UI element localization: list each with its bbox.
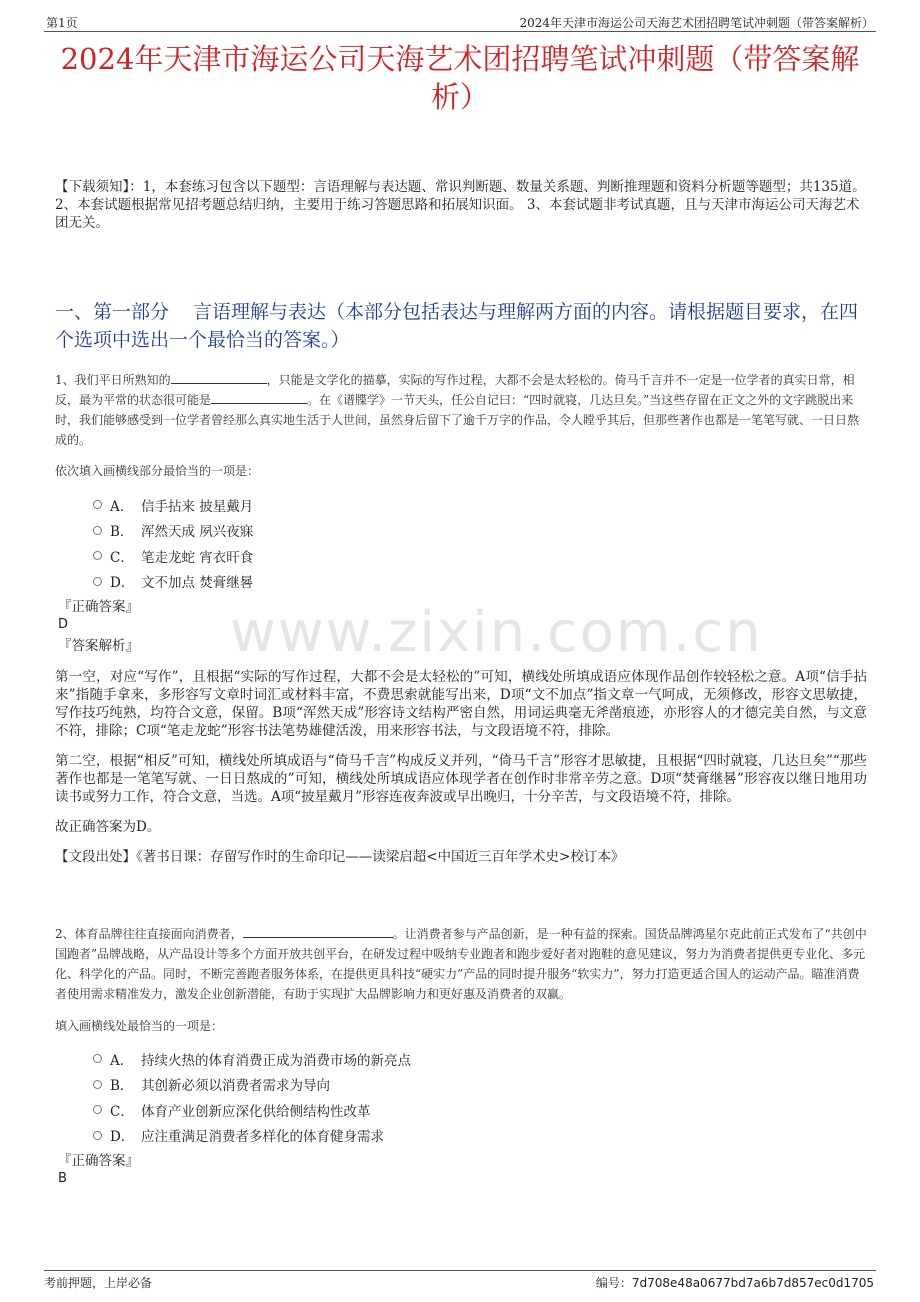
question-1-options xyxy=(93,492,253,594)
option-d[interactable]: D． 应注重满足消费者多样化的体育健身需求 xyxy=(93,1123,411,1149)
footer-notice: 考前押题，上岸必备 xyxy=(44,1276,153,1290)
analysis-paragraph: 故正确答案为D。 xyxy=(55,819,161,835)
analysis-paragraph: 第一空，对应“写作”，且根据“实际的写作过程，大都不会是太轻松的”可知，横线处所填成语应体现作品创作较轻松之意。A项“信手拈来”指随手拿来，多形容写文章时词汇或材料丰富，不费思索就能写出来，D项“文不加点”指文章一气呵成，无须修改，形容文思敏捷，写作技巧纯熟，均符合文意，保留。B项“浑然天成”形容诗文结构严密自然，用词运典毫无斧凿痕迹，亦形容人的才德完美自然，与文意不符，排除；C项“笔走龙蛇”形容书法笔势雄健活泼，用来形容书法，与文段语境不符，排除。 xyxy=(55,669,867,739)
document-code: 编号：7d708e48a0677bd7a6b7d857ec0d1705 xyxy=(595,1276,874,1290)
radio-button[interactable] xyxy=(93,551,102,560)
page-footer xyxy=(44,1270,876,1290)
option-c[interactable]: C． 笔走龙蛇 宵衣旰食 xyxy=(93,543,253,569)
answer-blank xyxy=(171,372,267,384)
section-title: 言语理解与表达（本部分包括表达与理解两方面的内容。请根据题目要求，在四个选项中选出一个最恰当的答案。） xyxy=(55,301,859,351)
section-number: 一、第一部分 xyxy=(55,301,170,323)
radio-button[interactable] xyxy=(93,1054,102,1063)
answer-analysis xyxy=(55,668,867,878)
question-2-instruction: 填入画横线处最恰当的一项是： xyxy=(55,1019,224,1033)
analysis-label: 『答案解析』 xyxy=(58,638,139,654)
option-b[interactable]: B． 浑然天成 夙兴夜寐 xyxy=(93,518,253,544)
correct-answer-label: 『正确答案』 xyxy=(58,599,139,615)
running-title: 2024年天津市海运公司天海艺术团招聘笔试冲刺题（带答案解析） xyxy=(519,16,874,30)
page-number: 第1页 xyxy=(46,16,78,30)
watermark: www.zixin.com.cn xyxy=(230,600,763,665)
correct-answer: B xyxy=(58,1171,67,1186)
page-header xyxy=(44,10,876,32)
radio-button[interactable] xyxy=(93,500,102,509)
option-a[interactable]: A． 持续火热的体育消费正成为消费市场的新亮点 xyxy=(93,1046,411,1072)
question-1-instruction: 依次填入画横线部分最恰当的一项是： xyxy=(55,464,260,478)
source-citation: 【文段出处】《著书日课：存留写作时的生命印记——读梁启超<中国近三百年学术史>校订本》 xyxy=(55,849,625,865)
radio-button[interactable] xyxy=(93,1105,102,1114)
radio-button[interactable] xyxy=(93,577,102,586)
option-c[interactable]: C． 体育产业创新应深化供给侧结构性改革 xyxy=(93,1097,411,1123)
question-1-stem: 1、我们平日所熟知的 ，只能是文学化的描摹，实际的写作过程，大都不会是太轻松的。倚马千言并不一定是一位学者的真实日常，相反，最为平常的状态很可能是 。在《谱牒学》一节天头，任公自记曰：“四时就寝，几达旦矣。”当这些存留在正文之外的文字跳脱出来时，我们能够感受到一位学者曾经那么真实地生活于人世间，虽然身后留下了逾千万字的作品，令人瞠乎其后，但那些著作也都是一笔笔写就、一日日熬成的。 xyxy=(55,373,860,447)
answer-blank xyxy=(211,392,307,404)
radio-button[interactable] xyxy=(93,1131,102,1140)
option-a[interactable]: A． 信手拈来 披星戴月 xyxy=(93,492,253,518)
answer-blank xyxy=(243,926,393,938)
radio-button[interactable] xyxy=(93,526,102,535)
correct-answer: D xyxy=(58,617,69,632)
option-b[interactable]: B． 其创新必须以消费者需求为导向 xyxy=(93,1072,411,1098)
question-2-stem: 2、体育品牌往往直接面向消费者， 。让消费者参与产品创新，是一种有益的探索。国货品牌鸿星尔克此前正式发布了“共创中国跑者”品牌战略，从产品设计等多个方面开放共创平台，在研发过程中吸纳专业跑者和跑步爱好者对跑鞋的意见建议，努力为消费者提供更专业化、多元化、科学化的产品。同时，不断完善跑者服务体系，在提供更具科技“硬实力”产品的同时提升服务“软实力”，努力打造更适合国人的运动产品。瞄准消费者使用需求精准发力，激发企业创新潜能，有助于实现扩大品牌影响力和更好惠及消费者的双赢。 xyxy=(55,927,867,1001)
correct-answer-label: 『正确答案』 xyxy=(58,1153,139,1169)
document-title: 2024年天津市海运公司天海艺术团招聘笔试冲刺题（带答案解析） xyxy=(60,42,860,114)
section-heading xyxy=(55,298,867,354)
question-2-options xyxy=(93,1046,411,1148)
download-notice: 【下载须知】：1，本套练习包含以下题型：言语理解与表达题、常识判断题、数量关系题、判断推理题和资料分析题等题型；共135道。 2、本套试题根据常见招考题总结归纳，主要用于练习答题思路和拓展知识面。 3、本套试题非考试真题，且与天津市海运公司天海艺术团无关。 xyxy=(55,179,866,231)
analysis-paragraph: 第二空，根据“相反”可知，横线处所填成语与“倚马千言”构成反义并列，“倚马千言”形容才思敏捷，且根据“四时就寝，几达旦矣”“那些著作也都是一笔笔写就、一日日熬成的”可知，横线处所填成语应体现学者在创作时非常辛劳之意。D项“焚膏继晷”形容夜以继日地用功读书或努力工作，符合文意，当选。A项“披星戴月”形容连夜奔波或早出晚归，十分辛苦，与文段语境不符，排除。 xyxy=(55,753,867,805)
radio-button[interactable] xyxy=(93,1080,102,1089)
option-d[interactable]: D． 文不加点 焚膏继晷 xyxy=(93,569,253,595)
